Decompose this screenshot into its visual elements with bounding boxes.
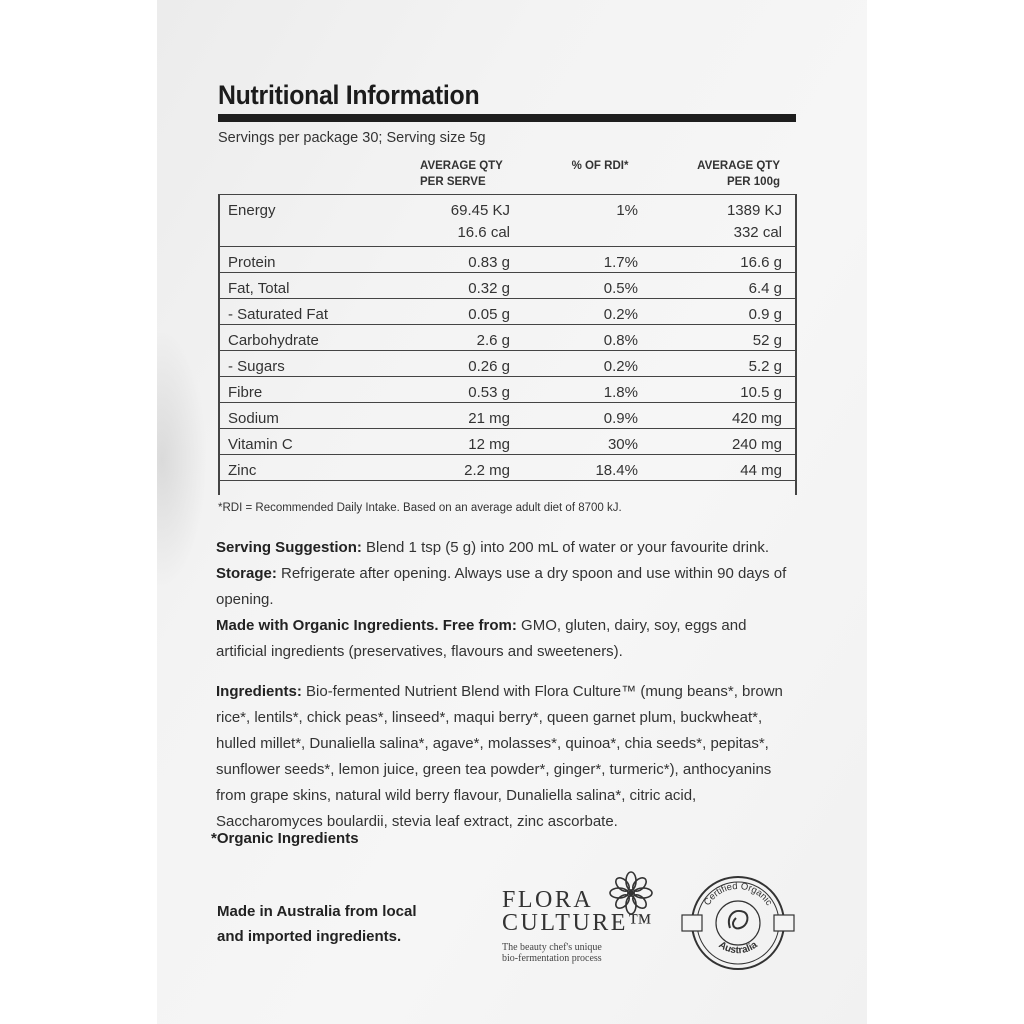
rdi-value: 0.9%	[603, 410, 638, 427]
per-100g-value: 240 mg	[731, 436, 782, 453]
nutrient-name: Energy	[228, 202, 276, 219]
per-serve-value: 21 mg	[468, 410, 510, 427]
per-serve-value: 0.32 g	[468, 280, 510, 297]
table-row	[218, 429, 796, 455]
header-per-100g-line1: AVERAGE QTY	[697, 160, 780, 172]
header-per-serve	[420, 158, 510, 190]
nutrition-table	[218, 194, 796, 481]
header-per-serve-line1: AVERAGE QTY	[420, 160, 503, 172]
per-serve-value: 0.05 g	[468, 306, 510, 323]
rdi-value: 18.4%	[595, 462, 638, 479]
made-with-paragraph	[216, 613, 796, 665]
organic-note: *Organic Ingredients	[211, 830, 359, 847]
rdi-value: 0.5%	[603, 280, 638, 297]
table-row	[218, 195, 796, 247]
nutrient-name: Fibre	[228, 384, 263, 401]
per-100g-value: 5.2 g	[748, 358, 782, 375]
rdi-value: 0.2%	[603, 306, 638, 323]
per-100g-value: 420 mg	[731, 410, 782, 427]
per-serve-value: 12 mg	[468, 436, 510, 453]
table-row	[218, 325, 796, 351]
logo-tagline-1: The beauty chef's unique	[502, 942, 602, 953]
per-100g-value: 6.4 g	[748, 280, 782, 297]
per-100g-value: 0.9 g	[748, 306, 782, 323]
per-100g-value: 1389 KJ 332 cal	[726, 202, 782, 241]
per-serve-value: 2.2 mg	[464, 462, 510, 479]
per-100g-value: 16.6 g	[740, 254, 782, 271]
nutrient-name: Zinc	[228, 462, 257, 479]
nutrient-name: Protein	[228, 254, 276, 271]
rdi-value: 1.7%	[603, 254, 638, 271]
marble-texture	[157, 330, 207, 590]
title-rule	[218, 114, 796, 122]
rdi-footnote: *RDI = Recommended Daily Intake. Based on an average adult diet of 8700 kJ.	[218, 502, 622, 514]
rdi-value: 1.8%	[603, 384, 638, 401]
table-row	[218, 403, 796, 429]
table-row	[218, 377, 796, 403]
serving-suggestion-text: Blend 1 tsp (5 g) into 200 mL of water or your favourite drink.	[361, 539, 770, 556]
per-serve-value: 0.83 g	[468, 254, 510, 271]
rdi-value: 1%	[616, 202, 638, 219]
nutrient-name: - Sugars	[228, 358, 285, 375]
nutrient-name: - Saturated Fat	[228, 306, 329, 323]
header-per-serve-line2: PER SERVE	[420, 176, 486, 188]
serving-info: Servings per package 30; Serving size 5g	[218, 130, 486, 146]
table-row	[218, 299, 796, 325]
rdi-value: 0.2%	[603, 358, 638, 375]
nutrient-name: Sodium	[228, 410, 279, 427]
per-serve-value: 0.26 g	[468, 358, 510, 375]
ingredients-label: Ingredients:	[216, 683, 302, 700]
made-in-australia: Made in Australia from local and imported ingredients.	[217, 903, 417, 945]
made-with-label: Made with Organic Ingredients. Free from:	[216, 617, 517, 634]
table-row	[218, 273, 796, 299]
header-per-100g-line2: PER 100g	[726, 176, 780, 188]
per-serve-value: 69.45 KJ 16.6 cal	[450, 202, 510, 241]
logo-line-1: FLORA	[502, 887, 594, 913]
header-per-100g	[680, 158, 780, 190]
ingredients-paragraph	[216, 679, 796, 835]
nutrient-name: Carbohydrate	[228, 332, 319, 349]
nutrient-name: Fat, Total	[228, 280, 290, 297]
nutrient-name: Vitamin C	[228, 436, 293, 453]
table-row	[218, 247, 796, 273]
table-row	[218, 351, 796, 377]
table-row	[218, 455, 796, 481]
rdi-value: 30%	[607, 436, 638, 453]
logo-tagline-2: bio-fermentation process	[502, 953, 602, 964]
page-title: Nutritional Information	[218, 80, 480, 110]
logo-line-2: CULTURE™	[502, 910, 654, 936]
certified-organic-seal-icon	[678, 868, 798, 978]
ingredients-text: Bio-fermented Nutrient Blend with Flora Culture™ (mung beans*, brown rice*, lentils*, chick peas*, linseed*, maqui berry*, queen garnet plum, buckwheat*, hulled millet*, Dunaliella salina*, agave*, molasses*, quinoa*, chia seeds*, pepitas*, sunflower seeds*, lemon juice, green tea powder*, ginger*, turmeric*), anthocyanins from grape skins, natural wild berry flavour, Dunaliella salina*, citric acid, Saccharomyces boulardii, stevia leaf extract, zinc ascorbate.	[216, 683, 783, 830]
made-with-text: GMO, gluten, dairy, soy, eggs and artificial ingredients (preservatives, flavours and sweeteners).	[216, 617, 747, 660]
storage-text: Refrigerate after opening. Always use a dry spoon and use within 90 days of opening.	[216, 565, 787, 608]
storage-label: Storage:	[216, 565, 277, 582]
flora-culture-logo	[500, 870, 660, 970]
seal-bottom-text: Australia	[716, 939, 760, 957]
per-100g-value: 52 g	[752, 332, 782, 349]
rdi-value: 0.8%	[603, 332, 638, 349]
per-100g-value: 10.5 g	[740, 384, 782, 401]
header-rdi: % OF RDI*	[571, 160, 629, 172]
seal-top-text: Certified Organic	[701, 880, 775, 908]
per-serve-value: 0.53 g	[468, 384, 510, 401]
serving-suggestion-label: Serving Suggestion:	[216, 539, 362, 556]
per-100g-value: 44 mg	[740, 462, 782, 479]
logo-tagline	[502, 942, 602, 964]
per-serve-value: 2.6 g	[476, 332, 510, 349]
serving-suggestion-paragraph	[216, 535, 796, 613]
